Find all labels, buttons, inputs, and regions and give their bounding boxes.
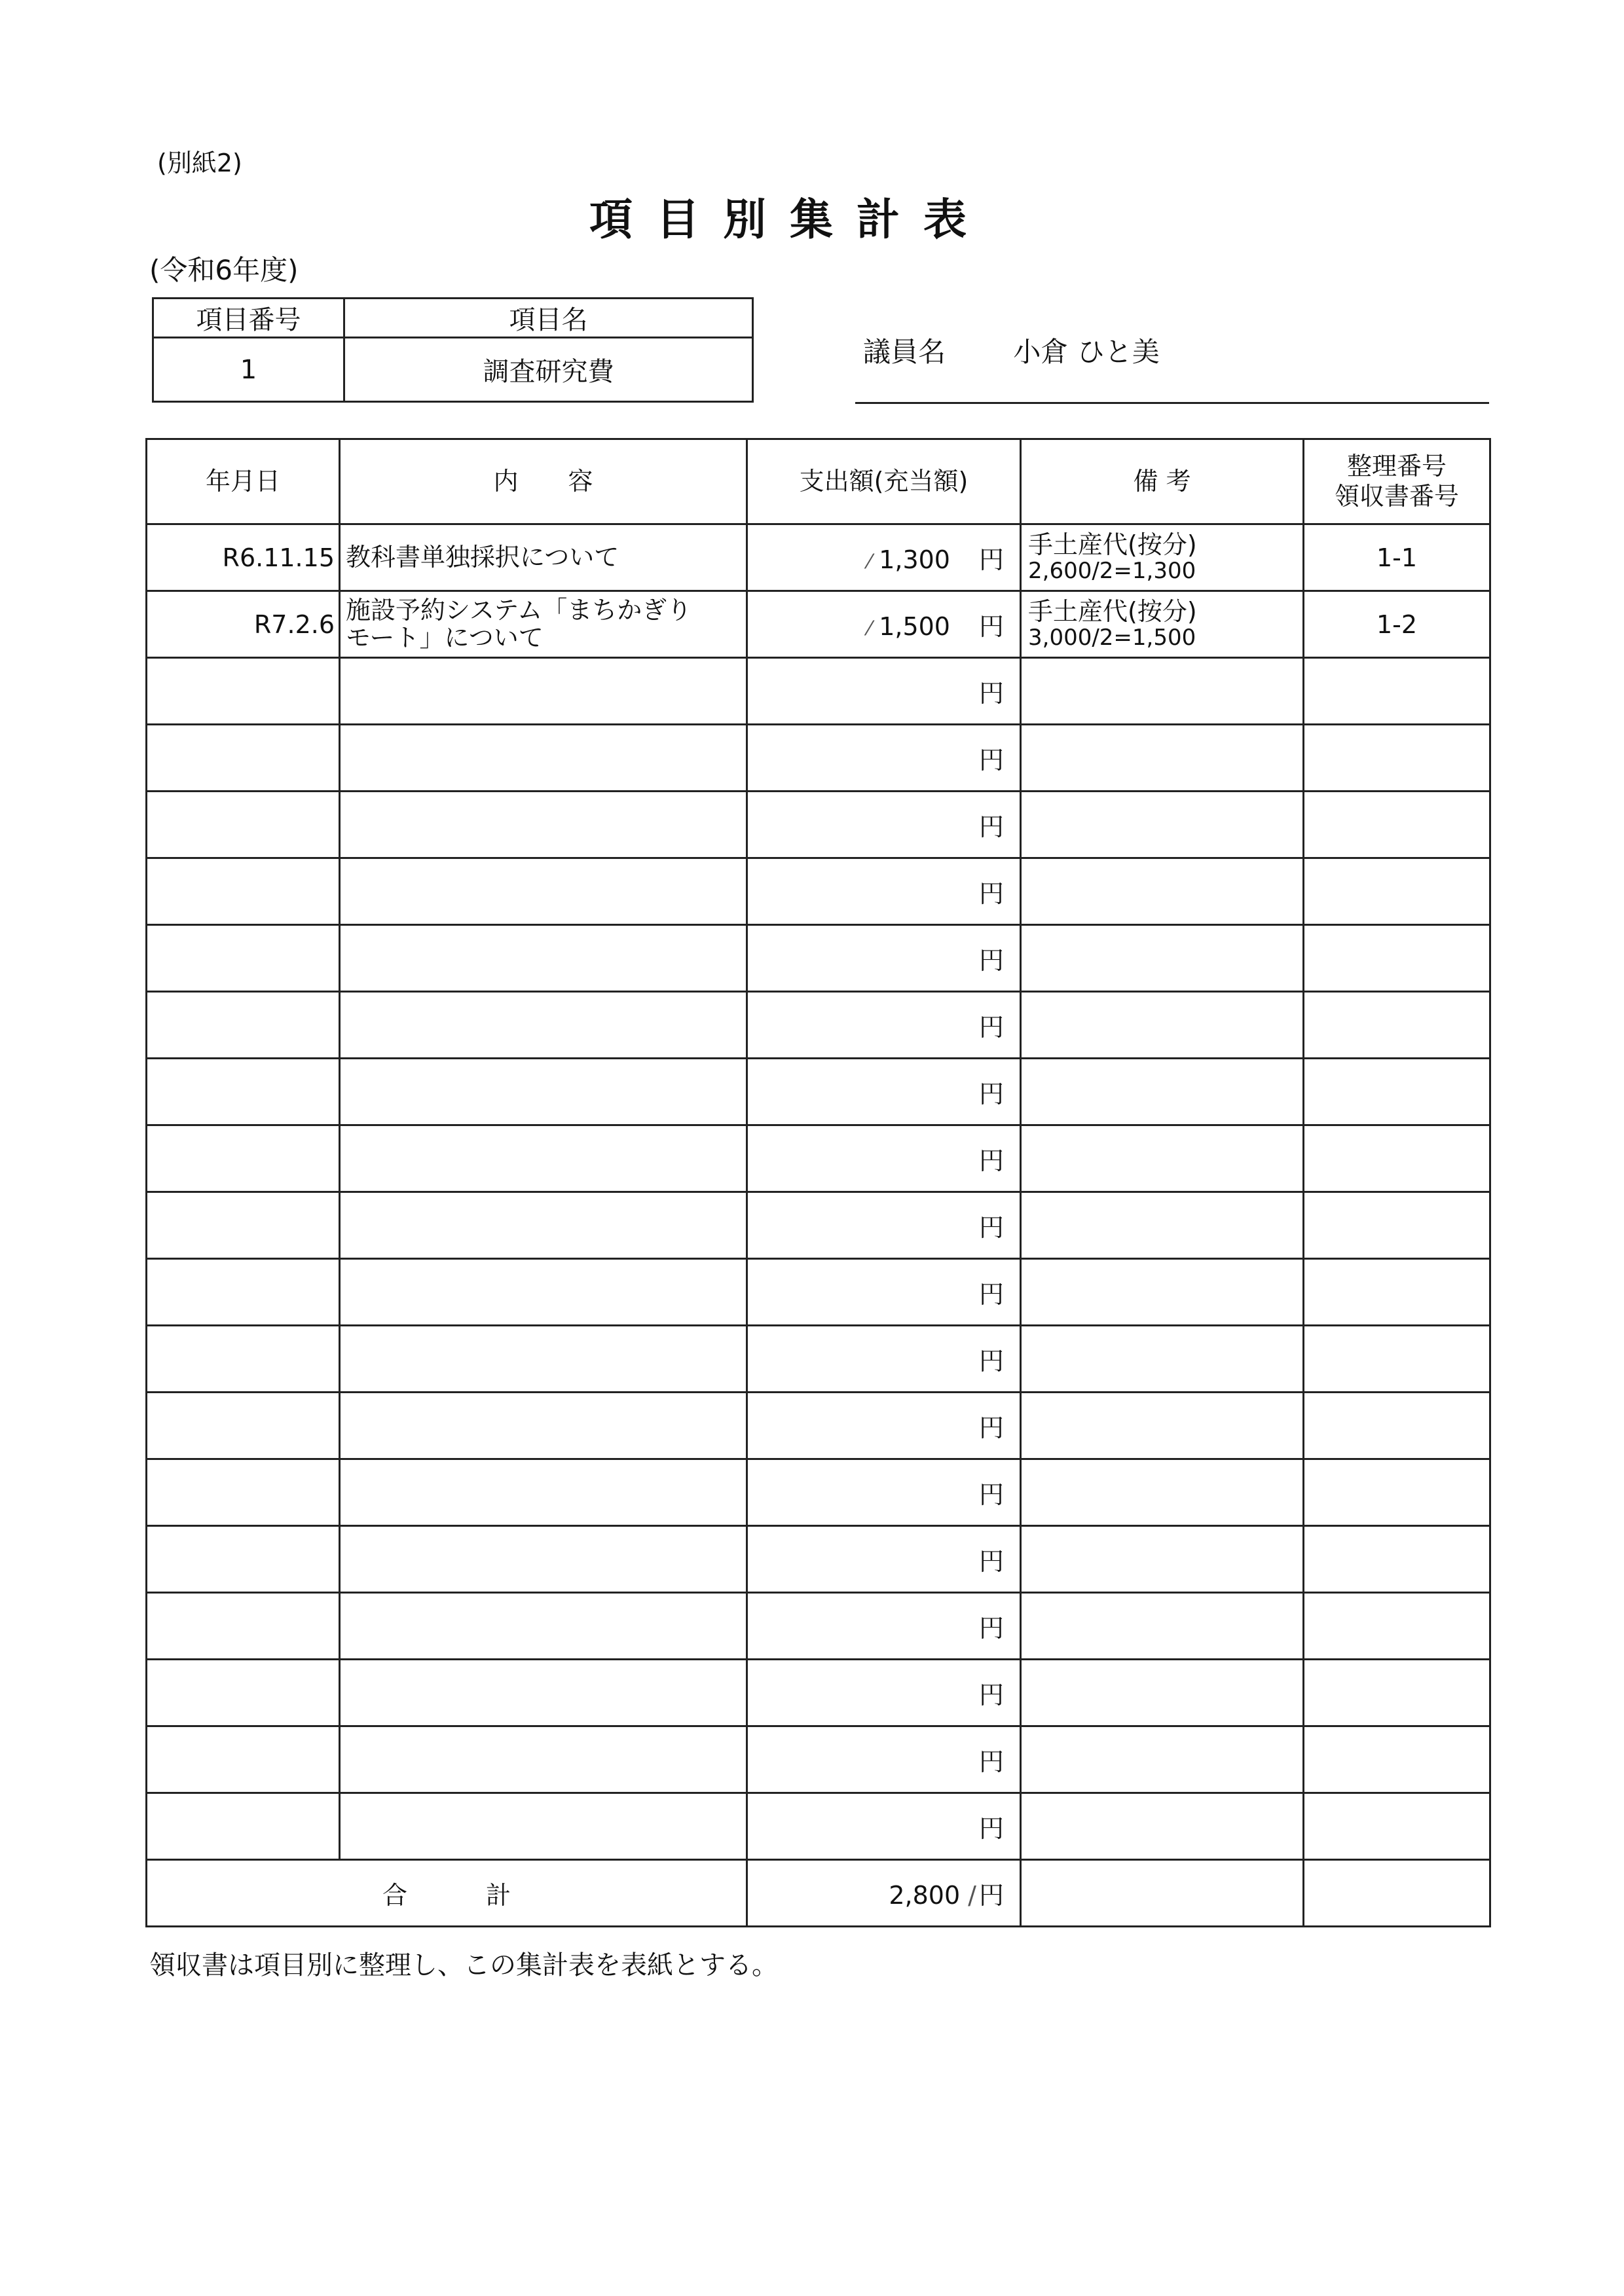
table-row [147,1192,1490,1259]
header-content: 内 容 [340,439,747,524]
row-ref [1304,658,1490,725]
row-ref [1304,1393,1490,1459]
yen-unit: 円 [978,1213,1004,1242]
row-content [340,1393,747,1459]
row-remarks [1021,1526,1304,1593]
row-content [340,1059,747,1125]
row-ref [1304,1326,1490,1393]
table-row [147,658,1490,725]
total-row [147,1860,1490,1927]
header-ref-line1: 整理番号 [1346,451,1447,481]
remarks-line2: 3,000/2=1,500 [1028,624,1196,651]
yen-unit: 円 [978,1413,1004,1442]
row-ref [1304,792,1490,858]
row-date [147,1125,340,1192]
member-underline [855,402,1489,404]
yen-unit: 円 [978,1080,1004,1108]
row-remarks [1021,1059,1304,1125]
row-ref [1304,1793,1490,1860]
remarks-line1: 手土産代(按分) [1028,596,1197,626]
row-date [147,1660,340,1726]
row-date [147,1459,340,1526]
row-amount [747,1726,1021,1793]
row-ref [1304,1660,1490,1726]
item-name: 調査研究費 [344,338,753,402]
row-date [147,725,340,792]
row-date: R6.11.15 [147,524,340,591]
row-ref [1304,992,1490,1059]
row-content [340,992,747,1059]
row-remarks [1021,858,1304,925]
yen-unit: 円 [978,812,1004,841]
check-mark-icon: / [968,1881,976,1910]
row-amount [747,725,1021,792]
row-amount [747,858,1021,925]
yen-unit: 円 [978,946,1004,975]
row-ref [1304,1593,1490,1660]
remarks-line1: 手土産代(按分) [1028,530,1197,559]
table-row [147,992,1490,1059]
table-row [147,1526,1490,1593]
yen-unit: 円 [978,1146,1004,1175]
row-content [340,1192,747,1259]
yen-unit: 円 [978,1547,1004,1576]
content-line2: モート」について [346,623,544,652]
row-ref [1304,1726,1490,1793]
row-remarks [1021,1125,1304,1192]
yen-unit: 円 [978,1681,1004,1709]
row-amount [747,1526,1021,1593]
row-ref [1304,1059,1490,1125]
row-date [147,992,340,1059]
yen-unit: 円 [978,746,1004,774]
row-amount [747,591,1021,658]
row-amount-value: 1,300 [879,545,950,574]
row-content [340,1793,747,1860]
row-remarks [1021,725,1304,792]
content-line1: 施設予約システム「まちかぎり [346,596,692,625]
table-row [147,591,1490,658]
item-number-header: 項目番号 [153,299,344,338]
row-ref [1304,925,1490,992]
row-content [340,1593,747,1660]
row-date [147,792,340,858]
yen-unit: 円 [978,612,1004,641]
yen-unit: 円 [978,1280,1004,1309]
row-content: 教科書単独採択について [340,524,747,591]
row-ref [1304,858,1490,925]
row-amount [747,792,1021,858]
row-amount [747,1593,1021,1660]
row-content [340,725,747,792]
member-name: 小倉 ひと美 [1013,336,1160,368]
row-amount-value: 1,500 [879,612,950,641]
table-row [147,1660,1490,1726]
header-amount: 支出額(充当額) [747,439,1021,524]
row-content [340,1459,747,1526]
row-date [147,1726,340,1793]
item-name-header: 項目名 [344,299,753,338]
row-ref: 1-1 [1304,524,1490,591]
row-content [340,1125,747,1192]
yen-unit: 円 [978,1814,1004,1843]
row-date [147,1192,340,1259]
row-remarks [1021,1326,1304,1393]
page-title: 項目別集計表 [589,194,990,245]
row-date [147,1393,340,1459]
table-row [147,725,1490,792]
row-remarks [1021,992,1304,1059]
header-ref [1304,439,1490,524]
row-ref [1304,1192,1490,1259]
table-row [147,792,1490,858]
row-amount [747,1459,1021,1526]
total-label: 合計 [147,1860,747,1927]
document-label: (別紙2) [157,149,242,177]
row-remarks [1021,591,1304,658]
row-content [340,591,747,658]
row-date [147,1259,340,1326]
row-remarks [1021,1726,1304,1793]
row-ref [1304,1526,1490,1593]
row-amount [747,1059,1021,1125]
table-header-row [147,439,1490,524]
row-amount [747,1793,1021,1860]
item-number: 1 [153,338,344,402]
row-content [340,658,747,725]
row-remarks [1021,1459,1304,1526]
row-date [147,1059,340,1125]
row-date [147,658,340,725]
row-remarks [1021,1259,1304,1326]
row-content [340,1326,747,1393]
header-ref-line2: 領収書番号 [1334,481,1459,511]
row-remarks [1021,1393,1304,1459]
yen-unit: 円 [978,879,1004,908]
row-remarks [1021,1593,1304,1660]
row-content [340,1726,747,1793]
member-label: 議員名 [863,336,946,368]
row-ref [1304,725,1490,792]
item-info-table [152,297,754,403]
row-amount [747,1393,1021,1459]
yen-unit: 円 [978,1881,1004,1910]
row-date [147,1593,340,1660]
header-date: 年月日 [147,439,340,524]
row-amount [747,1125,1021,1192]
remarks-line2: 2,600/2=1,300 [1028,557,1196,584]
row-remarks [1021,1192,1304,1259]
row-ref [1304,1259,1490,1326]
row-amount [747,1326,1021,1393]
total-amount [747,1860,1021,1927]
table-row [147,925,1490,992]
row-date [147,1326,340,1393]
row-ref [1304,1125,1490,1192]
yen-unit: 円 [978,545,1004,574]
header-remarks: 備 考 [1021,439,1304,524]
expense-table [145,438,1491,1927]
row-amount [747,992,1021,1059]
table-row [147,1393,1490,1459]
row-content [340,1526,747,1593]
row-date [147,1793,340,1860]
row-remarks [1021,524,1304,591]
row-content [340,1660,747,1726]
row-amount [747,1192,1021,1259]
table-row [147,1793,1490,1860]
yen-unit: 円 [978,679,1004,708]
table-row [147,858,1490,925]
row-remarks [1021,792,1304,858]
table-row [147,1726,1490,1793]
yen-unit: 円 [978,1347,1004,1376]
row-amount [747,1660,1021,1726]
check-mark-icon: ⁄ [868,551,872,574]
table-row [147,524,1490,591]
footnote: 領収書は項目別に整理し、この集計表を表紙とする。 [149,1950,778,1980]
row-amount [747,524,1021,591]
fiscal-year: (令和6年度) [149,254,299,286]
row-ref: 1-2 [1304,591,1490,658]
total-remarks [1021,1860,1304,1927]
row-date [147,858,340,925]
row-amount [747,1259,1021,1326]
row-remarks [1021,925,1304,992]
table-row [147,1593,1490,1660]
yen-unit: 円 [978,1747,1004,1776]
yen-unit: 円 [978,1614,1004,1643]
table-row [147,1259,1490,1326]
row-remarks [1021,1660,1304,1726]
row-amount [747,658,1021,725]
table-row [147,1059,1490,1125]
total-ref [1304,1860,1490,1927]
row-content [340,1259,747,1326]
row-remarks [1021,1793,1304,1860]
row-date: R7.2.6 [147,591,340,658]
table-row [147,1459,1490,1526]
table-row [147,1326,1490,1393]
row-ref [1304,1459,1490,1526]
row-content [340,858,747,925]
row-date [147,1526,340,1593]
row-date [147,925,340,992]
row-amount [747,925,1021,992]
check-mark-icon: ⁄ [868,617,872,640]
total-amount-value: 2,800 [889,1881,961,1910]
yen-unit: 円 [978,1480,1004,1509]
member-field [863,331,1160,370]
row-content [340,792,747,858]
yen-unit: 円 [978,1013,1004,1042]
table-row [147,1125,1490,1192]
row-remarks [1021,658,1304,725]
row-content [340,925,747,992]
